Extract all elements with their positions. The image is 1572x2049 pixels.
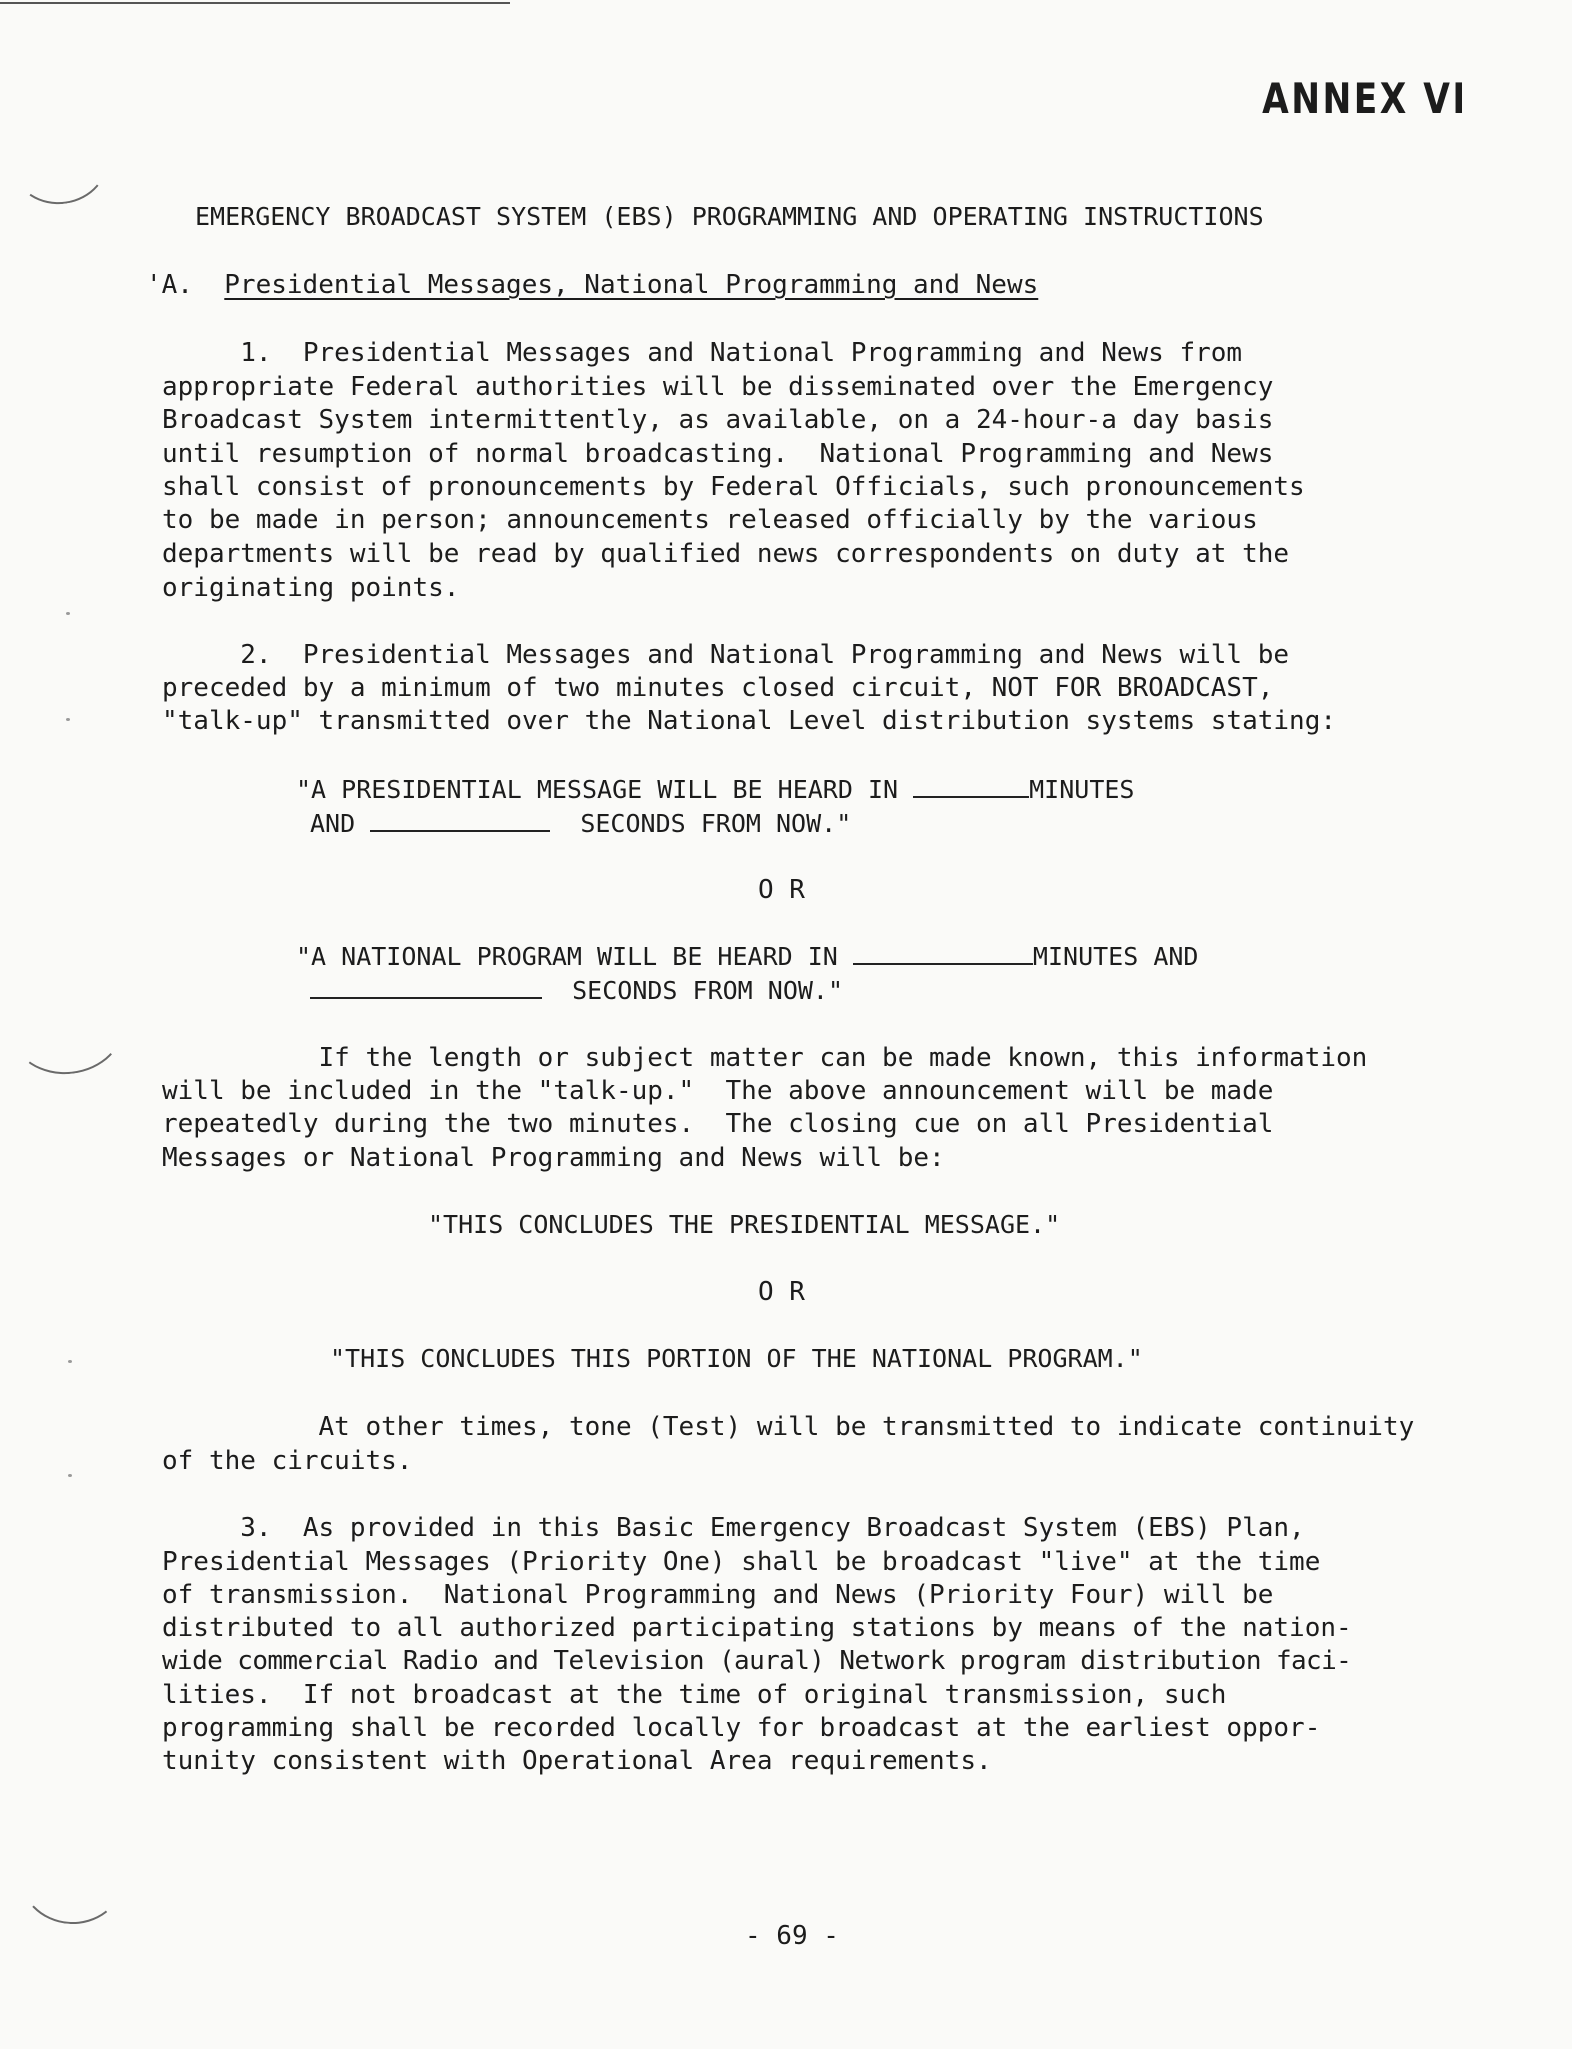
or-separator: O R <box>758 875 805 905</box>
scan-speck <box>68 1360 72 1363</box>
section-a-title: Presidential Messages, National Programming and News <box>224 270 1039 300</box>
para2-line: 2. Presidential Messages and National Programming and News will be <box>162 640 1290 670</box>
closing-cue-presidential: "THIS CONCLUDES THE PRESIDENTIAL MESSAGE." <box>428 1210 1061 1239</box>
section-a-label: 'A. <box>146 270 193 300</box>
para3-line: distributed to all authorized participating stations by means of the nation- <box>162 1613 1352 1643</box>
para-if-line: If the length or subject matter can be made known, this information <box>162 1043 1368 1073</box>
para-if-line: repeatedly during the two minutes. The closing cue on all Presidential <box>162 1109 1274 1139</box>
page-title: EMERGENCY BROADCAST SYSTEM (EBS) PROGRAMMING AND OPERATING INSTRUCTIONS <box>195 202 1264 231</box>
para-other-line: of the circuits. <box>162 1446 413 1476</box>
para2-line: "talk-up" transmitted over the National Level distribution systems stating: <box>162 706 1336 736</box>
para1-line: appropriate Federal authorities will be disseminated over the Emergency <box>162 372 1274 402</box>
fill-in-blank-minutes <box>913 772 1029 798</box>
quote2-seconds-label: SECONDS FROM NOW." <box>572 976 844 1005</box>
para3-line: tunity consistent with Operational Area requirements. <box>162 1746 992 1776</box>
top-rule <box>0 2 510 4</box>
para2-line: preceded by a minimum of two minutes closed circuit, NOT FOR BROADCAST, <box>162 673 1274 703</box>
fill-in-blank-seconds <box>370 806 550 832</box>
punch-hole-mark <box>7 114 114 211</box>
quote2-line2 <box>310 973 843 1008</box>
para1-line: Broadcast System intermittently, as available, on a 24-hour-a day basis <box>162 405 1274 435</box>
para1-line: 1. Presidential Messages and National Programming and News from <box>162 338 1243 368</box>
para1-line: shall consist of pronouncements by Federal Officials, such pronouncements <box>162 472 1305 502</box>
punch-hole-mark <box>5 974 128 1079</box>
quote1-text: "A PRESIDENTIAL MESSAGE WILL BE HEARD IN <box>296 775 899 804</box>
quote1-and-label: AND <box>310 809 356 838</box>
para3-line: programming shall be recorded locally for broadcast at the earliest oppor- <box>162 1713 1321 1743</box>
para-if-line: Messages or National Programming and News will be: <box>162 1143 945 1173</box>
quote1-minutes-label: MINUTES <box>1029 775 1135 804</box>
annex-label: ANNEX VI <box>1262 74 1468 123</box>
para1-line: to be made in person; announcements released officially by the various <box>162 505 1258 535</box>
or-separator: O R <box>758 1277 805 1307</box>
quote1-seconds-label: SECONDS FROM NOW." <box>580 809 852 838</box>
scan-speck <box>68 1474 72 1477</box>
para-if-line: will be included in the "talk-up." The above announcement will be made <box>162 1076 1274 1106</box>
para1-line: departments will be read by qualified news correspondents on duty at the <box>162 539 1290 569</box>
fill-in-blank-minutes <box>853 939 1033 965</box>
quote2-line1 <box>296 939 1199 974</box>
scan-speck <box>66 612 70 615</box>
quote1-line1 <box>296 772 1134 807</box>
quote1-line2 <box>310 806 851 841</box>
scan-speck <box>66 718 70 721</box>
closing-cue-national: "THIS CONCLUDES THIS PORTION OF THE NATIONAL PROGRAM." <box>330 1344 1143 1373</box>
para1-line: until resumption of normal broadcasting. National Programming and News <box>162 439 1274 469</box>
para-other-line: At other times, tone (Test) will be transmitted to indicate continuity <box>162 1412 1415 1442</box>
section-a-heading <box>146 268 1038 302</box>
para3-line: 3. As provided in this Basic Emergency Broadcast System (EBS) Plan, <box>162 1513 1305 1543</box>
page-number: - 69 - <box>745 1921 839 1951</box>
para3-line: wide commercial Radio and Television (aural) Network program distribution faci- <box>162 1646 1352 1676</box>
para3-line: Presidential Messages (Priority One) shall be broadcast "live" at the time <box>162 1547 1321 1577</box>
para1-line: originating points. <box>162 573 460 603</box>
quote2-minutes-label: MINUTES AND <box>1032 942 1199 971</box>
fill-in-blank-seconds <box>310 973 542 999</box>
punch-hole-mark <box>17 1826 127 1927</box>
quote2-text: "A NATIONAL PROGRAM WILL BE HEARD IN <box>296 942 838 971</box>
para3-line: of transmission. National Programming and News (Priority Four) will be <box>162 1580 1274 1610</box>
para3-line: lities. If not broadcast at the time of original transmission, such <box>162 1680 1227 1710</box>
